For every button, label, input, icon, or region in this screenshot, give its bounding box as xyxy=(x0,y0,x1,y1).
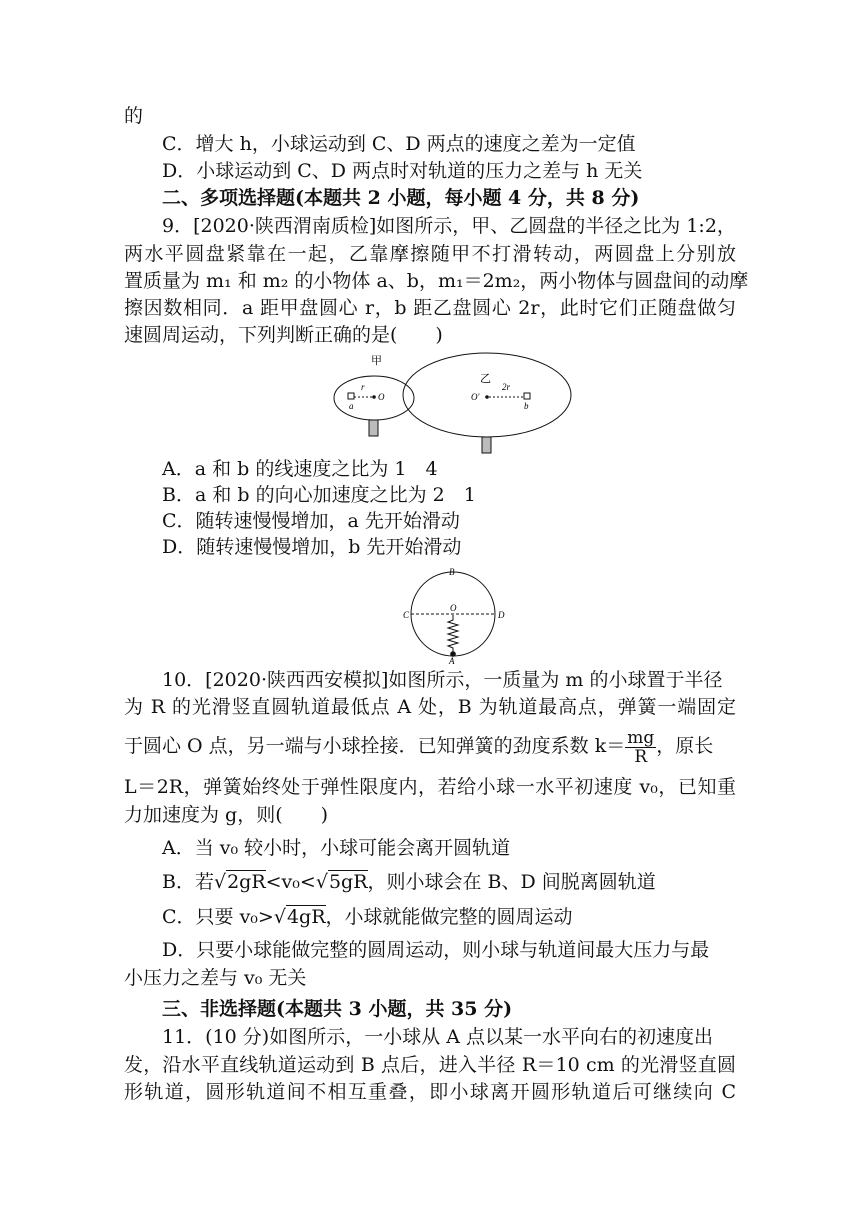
label-2r: 2r xyxy=(502,382,511,392)
q11-line-3: 形轨道，圆形轨道间不相互重叠，即小球离开圆形轨道后可继续向 C xyxy=(124,1081,736,1103)
q9-option-c: C．随转速慢慢增加，a 先开始滑动 xyxy=(162,510,460,532)
q9-option-a: A．a 和 b 的线速度之比为 1 4 xyxy=(162,458,438,480)
sqrt-sign: √ xyxy=(213,871,227,893)
q9-line-2: 两水平圆盘紧靠在一起，乙靠摩擦随甲不打滑转动，两圆盘上分别放 xyxy=(124,243,736,265)
two-disc-figure xyxy=(326,350,656,455)
section-3-heading: 三、非选择题(本题共 3 小题，共 35 分) xyxy=(162,998,513,1020)
label-jia: 甲 xyxy=(371,355,382,367)
q10-line-3-tail: ，原长 xyxy=(656,735,714,757)
q10-line-2: 为 R 的光滑竖直圆轨道最低点 A 处，B 为轨道最高点，弹簧一端固定 xyxy=(124,696,736,718)
q10-option-d-1: D．只要小球能做完整的圆周运动，则小球与轨道间最大压力与最 xyxy=(162,939,710,961)
q9-line-1: 9．[2020·陕西渭南质检]如图所示，甲、乙圆盘的半径之比为 1:2， xyxy=(162,215,736,237)
q9-line-5: 速圆周运动，下列判断正确的是( ) xyxy=(124,324,443,346)
q10-option-a: A．当 v₀ 较小时，小球可能会离开圆轨道 xyxy=(162,837,511,859)
fraction-denominator: R xyxy=(634,746,648,767)
q11-line-1: 11．(10 分)如图所示，一小球从 A 点以某一水平向右的初速度出 xyxy=(162,1026,714,1048)
option-c-prefix: C．只要 v₀> xyxy=(162,906,274,928)
disc-yi xyxy=(403,353,571,437)
shaft-yi xyxy=(482,437,491,453)
spring xyxy=(448,615,458,652)
label-r: r xyxy=(361,382,365,392)
label-O2: O′ xyxy=(471,392,480,402)
option-b-prefix: B．若 xyxy=(162,871,214,893)
q9-option-d: D．随转速慢慢增加，b 先开始滑动 xyxy=(162,536,462,558)
block-a xyxy=(348,393,354,399)
label-b: b xyxy=(524,401,529,411)
fraction-numerator: mg xyxy=(627,727,655,748)
option-b-middle: <v₀< xyxy=(265,871,316,893)
sqrt-4gR: 4gR xyxy=(286,906,326,928)
q9-option-b: B．a 和 b 的向心加速度之比为 2 1 xyxy=(162,484,476,506)
q10-line-3-text: 于圆心 O 点，另一端与小球拴接．已知弹簧的劲度系数 k＝ xyxy=(124,735,626,757)
q9-line-3: 置质量为 m₁ 和 m₂ 的小物体 a、b，m₁＝2m₂，两小物体与圆盘间的动摩 xyxy=(124,270,749,292)
label-D: D xyxy=(498,610,505,620)
q10-option-c xyxy=(162,904,573,930)
sqrt-2gR: 2gR xyxy=(227,871,266,893)
label-O: O xyxy=(378,392,385,402)
q10-line-3 xyxy=(124,724,713,768)
option-b-suffix: ，则小球会在 B、D 间脱离圆轨道 xyxy=(367,871,656,893)
q10-line-5: 力加速度为 g，则( ) xyxy=(124,804,329,826)
shaft-jia xyxy=(369,420,378,436)
q9-line-4: 擦因数相同．a 距甲盘圆心 r，b 距乙盘圆心 2r，此时它们正随盘做匀 xyxy=(124,297,736,319)
sqrt-sign: √ xyxy=(273,906,286,928)
label-yi: 乙 xyxy=(480,373,491,385)
center-jia xyxy=(372,395,376,399)
label-A: A xyxy=(449,656,455,664)
q10-option-b xyxy=(162,869,656,895)
option-c-suffix: ，小球就能做完整的圆周运动 xyxy=(325,906,573,928)
circle-track-figure xyxy=(402,566,512,664)
block-b xyxy=(524,393,530,399)
q11-line-2: 发，沿水平直线轨道运动到 B 点后，进入半径 R＝10 cm 的光滑竖直圆 xyxy=(124,1054,736,1076)
center-yi xyxy=(485,395,489,399)
option-c-prev: C．增大 h，小球运动到 C、D 两点的速度之差为一定值 xyxy=(162,133,636,155)
option-d-prev: D．小球运动到 C、D 两点时对轨道的压力之差与 h 无关 xyxy=(162,160,643,182)
section-2-heading: 二、多项选择题(本题共 2 小题，每小题 4 分，共 8 分) xyxy=(162,187,640,209)
label-O: O xyxy=(450,603,457,613)
spring-constant-fraction xyxy=(625,729,656,766)
sqrt-5gR: 5gR xyxy=(328,871,368,893)
label-a: a xyxy=(349,401,354,411)
label-B: B xyxy=(449,567,455,577)
q10-line-1: 10．[2020·陕西西安模拟]如图所示，一质量为 m 的小球置于半径 xyxy=(162,669,723,691)
q10-line-4: L＝2R，弹簧始终处于弹性限度内，若给小球一水平初速度 v₀，已知重 xyxy=(124,776,736,798)
q10-option-d-2: 小压力之差与 v₀ 无关 xyxy=(124,967,307,989)
label-C: C xyxy=(403,610,410,620)
text-line: 的 xyxy=(124,105,144,127)
sqrt-sign: √ xyxy=(315,871,328,893)
